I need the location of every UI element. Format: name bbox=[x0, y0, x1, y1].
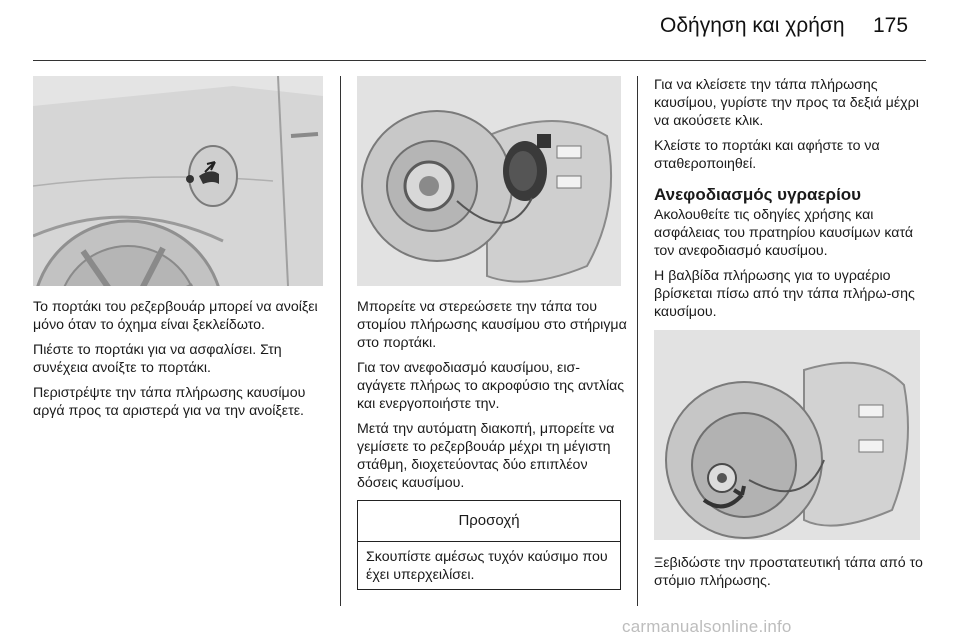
column-divider-left bbox=[340, 76, 341, 606]
watermark: carmanualsonline.info bbox=[622, 617, 792, 636]
paragraph: Ακολουθείτε τις οδηγίες χρήσης και ασφάλειας του πρατηρίου καυσίμων κατά τον ανεφοδιασμό καυσίμου. bbox=[654, 207, 914, 259]
column-3-text bbox=[654, 76, 924, 328]
figure-fuel-cap-holder bbox=[357, 76, 621, 286]
paragraph: Για τον ανεφοδιασμό καυσίμου, εισ-αγάγετε πλήρως το ακροφύσιο της αντλίας και ενεργοποιήστε την. bbox=[357, 360, 625, 412]
lpg-valve-illustration bbox=[654, 330, 920, 540]
caution-box bbox=[357, 500, 621, 590]
caution-title: Προσοχή bbox=[358, 501, 620, 542]
page-number: 175 bbox=[873, 14, 909, 37]
column-1-text bbox=[33, 298, 325, 427]
column-2-text bbox=[357, 298, 627, 499]
paragraph: Μετά την αυτόματη διακοπή, μπορείτε να γεμίσετε το ρεζερβουάρ μέχρι τη μέγιστη στάθμη, διοχετεύοντας δύο επιπλέον δόσεις καυσίμου. bbox=[357, 421, 615, 491]
column-divider-right bbox=[637, 76, 638, 606]
header-rule bbox=[33, 60, 926, 61]
paragraph: Το πορτάκι του ρεζερβουάρ μπορεί να ανοίξει μόνο όταν το όχημα είναι ξεκλείδωτο. bbox=[33, 299, 318, 333]
paragraph: Περιστρέψτε την τάπα πλήρωσης καυσίμου αργά προς τα αριστερά για να την ανοίξετε. bbox=[33, 385, 306, 419]
fuel-door-illustration bbox=[33, 76, 323, 286]
paragraph: Κλείστε το πορτάκι και αφήστε το να σταθεροποιηθεί. bbox=[654, 138, 880, 172]
figure-lpg-valve bbox=[654, 330, 920, 540]
caution-text: Σκουπίστε αμέσως τυχόν καύσιμο που έχει υπερχειλίσει. bbox=[366, 549, 608, 583]
paragraph: Η βαλβίδα πλήρωσης για το υγραέριο βρίσκεται πίσω από την τάπα πλήρω-σης καυσίμου. bbox=[654, 268, 915, 320]
paragraph: Ξεβιδώστε την προστατευτική τάπα από το στόμιο πλήρωσης. bbox=[654, 555, 923, 589]
section-heading-lpg: Ανεφοδιασμός υγραερίου bbox=[654, 185, 862, 204]
paragraph: Για να κλείσετε την τάπα πλήρωσης καυσίμου, γυρίστε την προς τα δεξιά μέχρι να ακούσετε κλικ. bbox=[654, 77, 919, 129]
column-3-bottom-text bbox=[654, 554, 924, 597]
figure-fuel-door-closed bbox=[33, 76, 323, 286]
page-title: Οδήγηση και χρήση bbox=[660, 14, 845, 37]
paragraph: Μπορείτε να στερεώσετε την τάπα του στομίου πλήρωσης καυσίμου στο στήριγμα στο πορτάκι. bbox=[357, 299, 627, 351]
fuel-cap-holder-illustration bbox=[357, 76, 621, 286]
paragraph: Πιέστε το πορτάκι για να ασφαλίσει. Στη συνέχεια ανοίξτε το πορτάκι. bbox=[33, 342, 282, 376]
